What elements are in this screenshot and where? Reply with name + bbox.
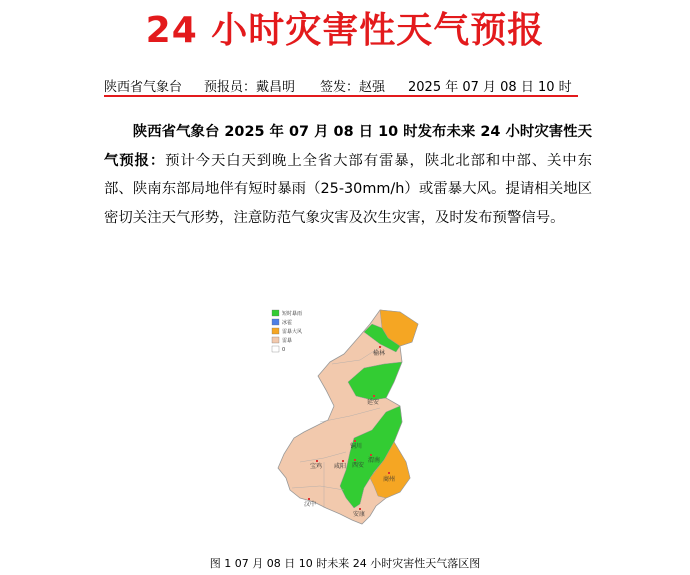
legend-swatch-hail (272, 319, 279, 325)
legend-swatch-thunder (272, 337, 279, 343)
issue-datetime: 2025 年 07 月 08 日 10 时 (408, 80, 572, 95)
city-dot-weinan (370, 454, 372, 456)
legend-label-gale: 雷暴大风 (282, 329, 303, 335)
header-divider (104, 95, 578, 97)
legend-swatch-rainstorm (272, 310, 279, 316)
forecast-paragraph (104, 118, 592, 232)
city-dot-baoji (316, 460, 318, 462)
legend-label-none: 0 (282, 347, 286, 353)
city-dot-hanzhong (308, 498, 310, 500)
city-dot-yanan (373, 395, 375, 397)
figure-caption: 图 1 07 月 08 日 10 时未来 24 小时灾害性天气落区图 (209, 557, 481, 570)
hazard-map-svg (260, 302, 450, 547)
city-label-ankang: 安康 (353, 511, 366, 518)
city-label-tongchuan: 铜川 (350, 443, 363, 450)
forecast-lead: 陕西省气象台 2025 年 07 月 08 日 10 时发布未来 24 小时灾害性天气预报： (104, 124, 592, 169)
city-label-xianyang: 咸阳 (334, 463, 347, 470)
forecast-text: 预计今天白天到晚上全省大部有雷暴，陕北北部和中部、关中东部、陕南东部局地伴有短时暴雨（25-30mm/h）或雷暴大风。提请相关地区密切关注天气形势，注意防范气象灾害及次生灾害，及时发布预警信号。 (104, 152, 592, 226)
city-dot-yulin (379, 346, 381, 348)
city-label-yanan: 延安 (367, 399, 380, 406)
city-dot-xian (354, 459, 356, 461)
city-dot-shangzhou (388, 472, 390, 474)
city-dot-tongchuan (354, 440, 356, 442)
city-label-baoji: 宝鸡 (310, 463, 323, 470)
hazard-map (260, 302, 450, 547)
map-legend (272, 310, 302, 353)
signer: 签发：赵强 (320, 80, 386, 95)
forecaster: 预报员：戴昌明 (204, 80, 296, 95)
city-label-shangzhou: 商州 (383, 476, 396, 483)
legend-label-thunder: 雷暴 (282, 338, 293, 344)
legend-label-hail: 冰雹 (282, 320, 293, 326)
legend-label-rainstorm: 短时暴雨 (282, 311, 303, 317)
city-label-weinan: 渭南 (368, 457, 381, 464)
city-label-xian: 西安 (352, 462, 365, 469)
city-label-hanzhong: 汉中 (304, 501, 317, 508)
legend-swatch-gale (272, 328, 279, 334)
city-dot-xianyang (342, 460, 344, 462)
page-title: 24 小时灾害性天气预报 (145, 10, 545, 51)
legend-swatch-none (272, 346, 279, 352)
city-label-yulin: 榆林 (373, 350, 386, 357)
city-dot-ankang (359, 508, 361, 510)
issuance-info (104, 76, 580, 95)
issuing-org: 陕西省气象台 (104, 80, 183, 95)
